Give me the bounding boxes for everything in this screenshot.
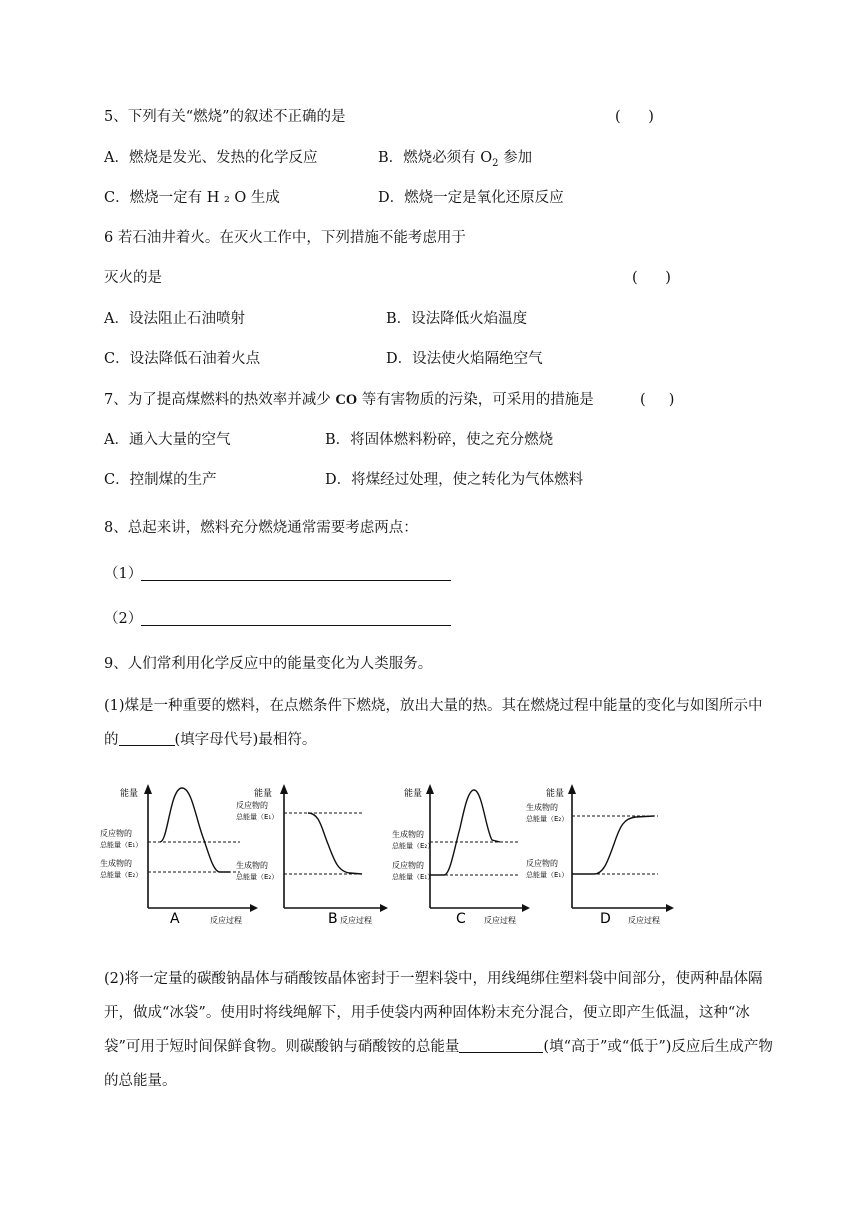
q5-option-a: A．燃烧是发光、发热的化学反应 (104, 150, 318, 166)
q5-stem: 5、下列有关“燃烧”的叙述不正确的是 (104, 109, 346, 125)
chart-c-x-label: 反应过程 (484, 916, 516, 925)
chart-b-x-label: 反应过程 (340, 916, 372, 925)
q6-option-b: B．设法降低火焰温度 (386, 311, 528, 327)
q7-option-b: B．将固体燃料粉碎，使之充分燃烧 (325, 432, 554, 448)
energy-diagram-d (524, 780, 684, 930)
q6-stem-line1: 6 若石油井着火。在灭火工作中，下列措施不能考虑用于 (104, 230, 466, 246)
chart-b-lower-label-1: 生成物的 (236, 861, 268, 870)
chart-d-y-label: 能量 (546, 789, 565, 799)
q9-stem: 9、人们常利用化学反应中的能量变化为人类服务。 (104, 656, 433, 672)
q5-option-d: D．燃烧一定是氧化还原反应 (378, 190, 564, 206)
q9-part1-blank[interactable] (119, 731, 175, 746)
chart-a-upper-label-2: 总能量（E₁） (100, 841, 143, 849)
chart-d-upper-label-1: 生成物的 (526, 803, 558, 812)
q8-answer-blank-2[interactable] (141, 625, 451, 626)
q6-option-c: C．设法降低石油着火点 (104, 351, 261, 367)
q6-option-d: D．设法使火焰隔绝空气 (386, 351, 543, 367)
chart-b-y-label: 能量 (254, 789, 273, 799)
chart-b-letter: B (328, 911, 338, 927)
chart-d-lower-label-1: 反应物的 (526, 859, 558, 868)
chart-a-upper-label-1: 反应物的 (100, 829, 132, 838)
chart-a-lower-label-2: 总能量（E₂） (100, 871, 143, 879)
chart-a-letter: A (170, 911, 180, 927)
q6-stem-line2: 灭火的是 (104, 270, 162, 286)
q7-option-d: D．将煤经过处理，使之转化为气体燃料 (325, 472, 584, 488)
q7-stem: 7、为了提高煤燃料的热效率并减少 CO 等有害物质的污染，可采用的措施是 (104, 392, 594, 408)
chart-a-y-label: 能量 (120, 789, 139, 799)
chart-c-letter: C (456, 911, 466, 927)
q7-option-c: C．控制煤的生产 (104, 472, 217, 488)
chart-a-x-label: 反应过程 (210, 916, 242, 925)
q5-answer-paren[interactable]: ( ) (615, 109, 654, 125)
q8-item-2-label: （2） (104, 611, 143, 627)
q9-part2: (2)将一定量的碳酸钠晶体与硝酸铵晶体密封于一塑料袋中，用线绳绑住塑料袋中间部分，使两种晶体隔开，做成“冰袋”。使用时将线绳解下，用手使袋内两种固体粉末充分混合，便立即产生低温，这种“冰袋”可用于短时间保鲜食物。则碳酸钠与硝酸铵的总能量 (填“高于”或“低于”)反应后生成产物的总能量。 (104, 971, 773, 1089)
q6-answer-paren[interactable]: ( ) (632, 270, 671, 286)
chart-c-upper-label-1: 生成物的 (392, 830, 424, 839)
chart-d-upper-label-2: 总能量（E₂） (526, 815, 569, 823)
chart-b-upper-label-1: 反应物的 (236, 801, 268, 810)
chart-d-x-label: 反应过程 (628, 916, 660, 925)
q5-option-c: C．燃烧一定有 H ₂ O 生成 (104, 190, 280, 206)
chart-a-lower-label-1: 生成物的 (100, 859, 132, 868)
q7-answer-paren[interactable]: ( ) (640, 392, 675, 408)
chart-b-upper-label-2: 总能量（E₁） (236, 813, 279, 821)
q8-item-1-label: （1） (104, 566, 143, 582)
chart-d-letter: D (600, 911, 611, 927)
chart-c-y-label: 能量 (404, 789, 423, 799)
q9-part1: (1)煤是一种重要的燃料，在点燃条件下燃烧，放出大量的热。其在燃烧过程中能量的变化与如图所示中的 (填字母代号)最相符。 (104, 698, 763, 748)
q8-answer-blank-1[interactable] (141, 580, 451, 581)
energy-diagram-b (232, 780, 392, 930)
chart-c-upper-label-2: 总能量（E₂） (392, 842, 435, 850)
chart-c-lower-label-1: 反应物的 (392, 861, 424, 870)
q6-option-a: A．设法阻止石油喷射 (104, 311, 245, 327)
q8-stem: 8、总起来讲，燃料充分燃烧通常需要考虑两点： (104, 520, 418, 536)
chart-b-lower-label-2: 总能量（E₂） (236, 873, 279, 881)
q7-option-a: A．通入大量的空气 (104, 432, 231, 448)
chart-d-lower-label-2: 总能量（E₁） (526, 871, 569, 879)
q5-option-b: B．燃烧必须有 $O_2$ 参加 (378, 150, 533, 169)
chart-c-lower-label-2: 总能量（E₁） (392, 873, 435, 881)
q9-part2-blank[interactable] (459, 1038, 543, 1053)
